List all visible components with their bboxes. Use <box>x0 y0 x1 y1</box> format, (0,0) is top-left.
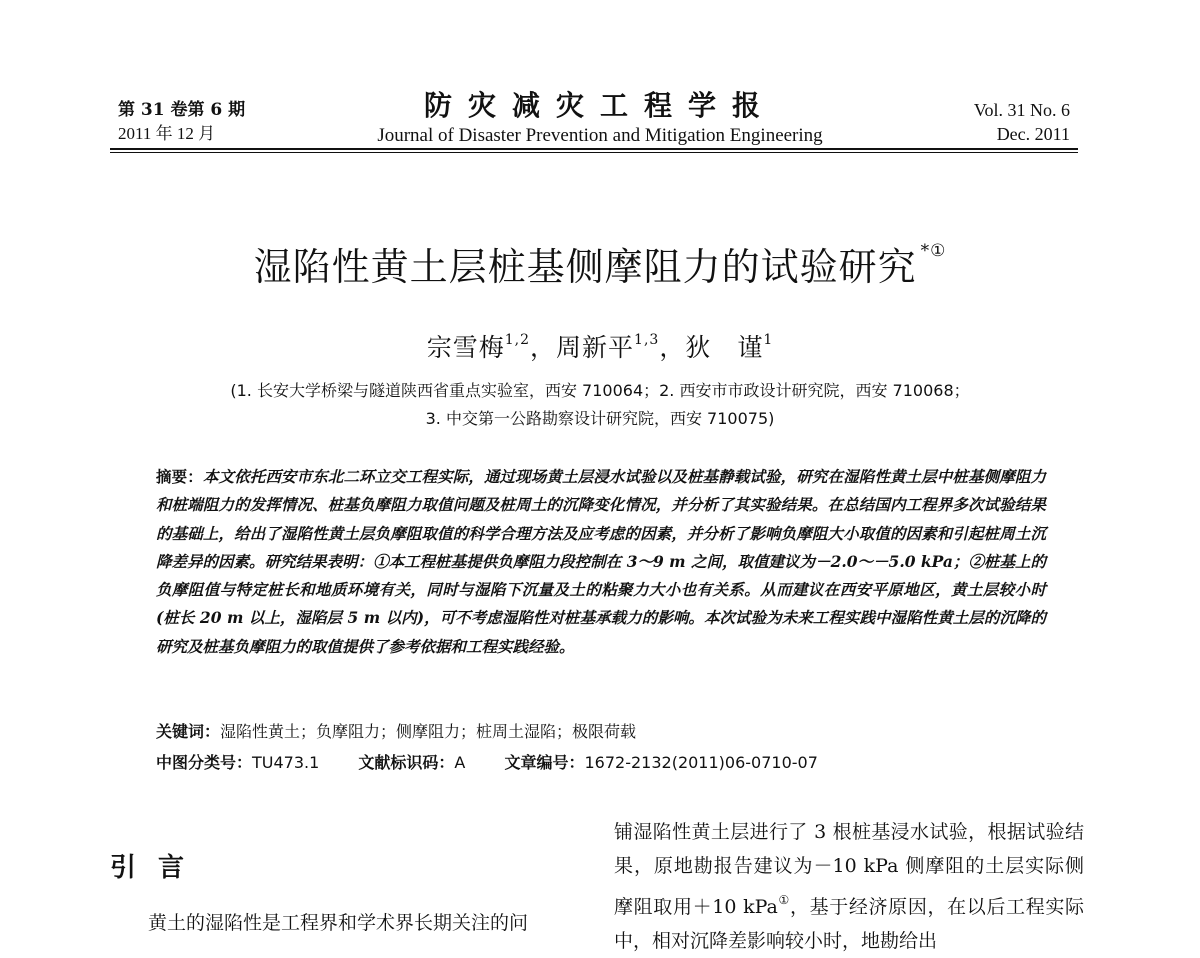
keywords-text: 湿陷性黄土；负摩阻力；侧摩阻力；桩周土湿陷；极限荷载 <box>220 722 637 741</box>
abstract-text: 本文依托西安市东北二环立交工程实际，通过现场黄土层浸水试验以及桩基静载试验，研究在湿陷性黄土层中桩基侧摩阻力和桩端阻力的发挥情况、桩基负摩阻力取值问题及桩周土的沉降变化情况，并分析了其实验结果。在总结国内工程界多次试验结果的基础上，给出了湿陷性黄土层负摩阻取值的科学合理方法及应考虑的因素，并分析了影响负摩阻大小取值的因素和引起桩周土沉降差异的因素。研究结果表明：①本工程桩基提供负摩阻力段控制在 3～9 m 之间，取值建议为－2.0～－5.0 kPa；②桩基上的负摩阻值与特定桩长和地质环境有关，同时与湿陷下沉量及土的粘聚力大小也有关系。从而建议在西安平原地区，黄土层较小时(桩长 20 m 以上，湿陷层 5 m 以内)，可不考虑湿陷性对桩基承载力的影响。本次试验为未来工程实践中湿陷性黄土层的沉降的研究及桩基负摩阻力的取值提供了参考依据和工程实践经验。 <box>156 467 1046 656</box>
classification-line <box>156 750 1056 776</box>
article-number-label: 文章编号： <box>504 753 585 772</box>
journal-name-block <box>300 88 900 148</box>
body-paragraph: 铺湿陷性黄土层进行了 3 根桩基浸水试验，根据试验结果，原地勘报告建议为－10 kPa 侧摩阻的土层实际侧摩阻取用＋10 kPa <box>614 821 1084 918</box>
date-en: Dec. 2011 <box>996 124 1070 144</box>
abstract-label: 摘要： <box>156 467 203 486</box>
title-footnote-mark: *① <box>920 241 947 261</box>
affiliation-line: 3. 中交第一公路勘察设计研究院，西安 710075) <box>425 409 775 428</box>
author-list <box>100 324 1100 364</box>
keywords-label: 关键词： <box>156 722 221 741</box>
clc-label: 中图分类号： <box>156 753 253 772</box>
clc-number: TU473.1 <box>252 753 320 772</box>
author-separator: ， <box>530 333 557 362</box>
article-number: 1672-2132(2011)06-0710-07 <box>584 753 818 772</box>
journal-volume-block <box>974 98 1070 146</box>
abstract <box>156 463 1046 661</box>
author-name: 宗雪梅 <box>426 333 505 362</box>
author-name: 周新平 <box>556 333 635 362</box>
footnote-mark: ① <box>777 893 790 907</box>
doc-code-label: 文献标识码： <box>358 753 455 772</box>
issue-number: 第 31 卷第 6 期 <box>118 100 246 120</box>
section-heading-introduction: 引言 <box>110 853 207 883</box>
affiliation-line: (1. 长安大学桥梁与隧道陕西省重点实验室，西安 710064；2. 西安市市政设计研究院，西安 710068； <box>230 381 970 400</box>
journal-name-en: Journal of Disaster Prevention and Mitigation Engineering <box>377 125 823 146</box>
paper-title <box>100 226 1100 292</box>
header-rule-thin <box>110 152 1078 153</box>
doc-code: A <box>454 753 466 772</box>
author-affiliation-mark: 1,2 <box>504 332 531 348</box>
author-affiliation-mark: 1,3 <box>634 332 660 348</box>
journal-issue-block <box>118 98 245 146</box>
issue-date: 2011 年 12 月 <box>118 124 216 143</box>
paper-title-text: 湿陷性黄土层桩基侧摩阻力的试验研究 <box>253 245 917 289</box>
body-left-column: 黄土的湿陷性是工程界和学术界长期关注的问 <box>148 912 529 934</box>
author-affiliation-mark: 1 <box>763 332 774 348</box>
journal-name-cn: 防灾减灾工程学报 <box>423 89 776 122</box>
author-separator: ， <box>659 333 686 362</box>
volume-en: Vol. 31 No. 6 <box>973 100 1070 120</box>
header-rule-thick <box>110 148 1078 150</box>
body-right-column <box>614 815 1084 958</box>
body-paragraph: ，基于经济原因，在以后工程实际中，相对沉降差影响较小时，地勘给出 <box>614 896 1084 952</box>
author-name: 狄 谨 <box>685 333 764 362</box>
keywords <box>156 719 1056 745</box>
affiliations <box>100 377 1100 433</box>
